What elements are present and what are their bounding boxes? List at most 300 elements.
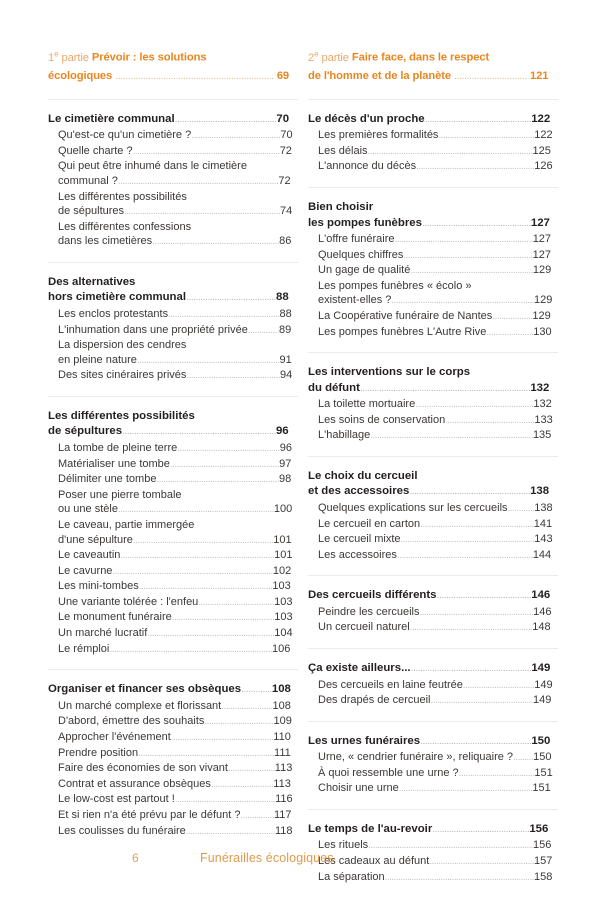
toc-page-number: 146 bbox=[533, 605, 552, 618]
toc-part-label bbox=[48, 49, 92, 64]
toc-entry[interactable] bbox=[48, 488, 298, 504]
toc-entry-text: Le cercueil mixte bbox=[318, 533, 401, 546]
toc-entry[interactable] bbox=[48, 457, 298, 473]
toc-part-ordinal-suffix: e bbox=[54, 49, 59, 58]
toc-section-title[interactable] bbox=[308, 381, 558, 397]
toc-page-number: 135 bbox=[532, 429, 552, 442]
toc-entry[interactable] bbox=[308, 517, 558, 533]
toc-page-number: 94 bbox=[279, 369, 293, 382]
leader-dots: ............ bbox=[507, 502, 535, 514]
leader-dots: ........................................ bbox=[445, 414, 535, 426]
toc-entry[interactable] bbox=[48, 626, 298, 642]
toc-entry-text: L'annonce du décès bbox=[318, 160, 417, 173]
toc-entry-text: Le caveau, partie immergée bbox=[58, 518, 195, 531]
toc-section-title[interactable] bbox=[48, 682, 298, 698]
toc-entry[interactable] bbox=[48, 777, 298, 793]
toc-page-number: 151 bbox=[534, 766, 553, 779]
toc-page-number: 158 bbox=[533, 870, 553, 883]
toc-entry[interactable] bbox=[308, 309, 558, 325]
toc-page-number: 138 bbox=[530, 485, 550, 498]
toc-entry-text: La toilette mortuaire bbox=[318, 398, 416, 411]
toc-page-number: 102 bbox=[272, 564, 292, 577]
toc-page-number: 141 bbox=[533, 517, 553, 530]
toc-entry-text: existent-elles ? bbox=[318, 294, 392, 307]
toc-entry[interactable] bbox=[48, 472, 298, 488]
running-title: Funérailles écologiques bbox=[200, 851, 334, 865]
toc-entry-text: À quoi ressemble une urne ? bbox=[318, 766, 459, 779]
toc-section-title-text: et des accessoires bbox=[308, 485, 410, 498]
toc-section bbox=[308, 575, 558, 636]
toc-section-title-text: Le choix du cercueil bbox=[308, 469, 418, 482]
toc-section bbox=[308, 809, 558, 885]
leader-dots: ...................................................................... bbox=[124, 206, 281, 218]
leader-dots: ............................................................ bbox=[400, 534, 535, 546]
toc-section-title-text: Les interventions sur le corps bbox=[308, 366, 471, 379]
toc-page-number: 106 bbox=[272, 642, 291, 655]
toc-entry-text: L'inhumation dans une propriété privée bbox=[58, 323, 248, 336]
toc-entry-text: Poser une pierre tombale bbox=[58, 488, 182, 501]
toc-section-title[interactable] bbox=[308, 484, 558, 500]
toc-entry-text: Urne, « cendrier funéraire », reliquaire ? bbox=[318, 751, 514, 764]
leader-dots: ........................................................................ bbox=[117, 176, 279, 188]
leader-dots: ...................................... bbox=[186, 291, 276, 304]
toc-page-number: 91 bbox=[279, 353, 292, 366]
toc-part-label-word: partie bbox=[61, 51, 89, 64]
toc-entry[interactable] bbox=[48, 714, 298, 730]
toc-section bbox=[48, 396, 298, 657]
toc-page-number: 129 bbox=[532, 309, 551, 322]
toc-entry[interactable] bbox=[308, 620, 558, 636]
toc-entry[interactable] bbox=[48, 792, 298, 808]
toc-entry-text: Quelques chiffres bbox=[318, 248, 404, 261]
toc-entry-text: D'abord, émettre des souhaits bbox=[58, 715, 205, 728]
toc-section-title-text: hors cimetière communal bbox=[48, 291, 187, 304]
toc-entry[interactable] bbox=[48, 144, 298, 160]
toc-section-title[interactable] bbox=[308, 822, 558, 838]
toc-entry[interactable] bbox=[308, 144, 558, 160]
toc-page-number: 148 bbox=[532, 621, 551, 634]
toc-entry[interactable] bbox=[308, 605, 558, 621]
toc-section-title[interactable] bbox=[308, 469, 558, 485]
toc-page-number: 144 bbox=[532, 548, 552, 561]
toc-entry[interactable] bbox=[48, 441, 298, 457]
leader-dots: ................................................... bbox=[410, 662, 532, 675]
toc-entry-text: Approcher l'événement bbox=[58, 730, 171, 743]
toc-entry-text: d'une sépulture bbox=[58, 533, 133, 546]
toc-page-number: 122 bbox=[534, 129, 553, 142]
toc-entry-text: Quelle charte ? bbox=[58, 144, 133, 157]
toc-section-title[interactable] bbox=[308, 588, 558, 604]
toc-section-title-text: Bien choisir bbox=[308, 201, 374, 214]
leader-dots: ..................................................... bbox=[416, 161, 535, 173]
toc-page-number: 127 bbox=[532, 248, 552, 261]
toc-entry-text: Les différentes confessions bbox=[58, 220, 192, 233]
toc-section bbox=[308, 352, 558, 444]
toc-section bbox=[308, 648, 558, 709]
toc-section bbox=[48, 262, 298, 384]
toc-entry-text: Les délais bbox=[318, 144, 368, 157]
toc-page-number: 133 bbox=[534, 413, 553, 426]
toc-entry[interactable] bbox=[48, 699, 298, 715]
toc-entry[interactable] bbox=[48, 595, 298, 611]
leader-dots: ......... bbox=[513, 752, 534, 764]
toc-page-number: 96 bbox=[275, 425, 289, 438]
toc-page-number: 89 bbox=[279, 323, 292, 336]
toc-section-title[interactable] bbox=[308, 365, 558, 381]
toc-page-number: 129 bbox=[534, 294, 553, 307]
toc-page-number: 74 bbox=[280, 205, 293, 218]
leader-dots: ..................... bbox=[486, 326, 534, 338]
toc-entry[interactable] bbox=[308, 248, 558, 264]
leader-dots: .................................................. bbox=[168, 308, 280, 320]
toc-entry-text: Les cadeaux au défunt bbox=[318, 855, 430, 868]
toc-entry[interactable] bbox=[308, 781, 558, 797]
toc-entry[interactable] bbox=[48, 234, 298, 250]
toc-entry[interactable] bbox=[308, 766, 558, 782]
toc-entry[interactable] bbox=[308, 413, 558, 429]
toc-entry-text: Qui peut être inhumé dans le cimetière bbox=[58, 160, 247, 173]
leader-dots: ................................................................ bbox=[136, 354, 280, 366]
toc-section bbox=[308, 456, 558, 563]
toc-page-number: 129 bbox=[532, 264, 552, 277]
toc-page-number: 118 bbox=[274, 824, 293, 837]
toc-section-title-text: les pompes funèbres bbox=[308, 216, 422, 229]
toc-page-number: 138 bbox=[534, 501, 553, 514]
toc-entry[interactable] bbox=[308, 325, 558, 341]
toc-entry-text: Un cercueil naturel bbox=[318, 621, 410, 634]
toc-page-number: 149 bbox=[533, 694, 552, 707]
toc-part-page-number: 69 bbox=[276, 70, 290, 83]
toc-entry[interactable] bbox=[48, 368, 298, 384]
toc-entry-text: de sépultures bbox=[58, 205, 125, 218]
leader-dots: .................................. bbox=[198, 596, 275, 608]
toc-entry[interactable] bbox=[48, 642, 298, 658]
toc-entry-text: Délimiter une tombe bbox=[58, 473, 157, 486]
toc-entry-text: Le cercueil en carton bbox=[318, 517, 421, 530]
toc-page-number: 104 bbox=[274, 627, 293, 640]
toc-entry-text: Les pompes funèbres « écolo » bbox=[318, 279, 472, 292]
toc-entry[interactable] bbox=[48, 518, 298, 534]
leader-dots: ....................................................... bbox=[409, 622, 533, 634]
toc-entry-text: dans les cimetières bbox=[58, 235, 153, 248]
toc-part-heading[interactable] bbox=[48, 45, 298, 86]
toc-page-number: 126 bbox=[534, 160, 553, 173]
toc-section-title[interactable] bbox=[308, 734, 558, 750]
toc-entry[interactable] bbox=[308, 279, 558, 295]
toc-page-number: 156 bbox=[529, 822, 549, 835]
toc-entry[interactable] bbox=[48, 204, 298, 220]
toc-entry-text: Les accessoires bbox=[318, 548, 397, 561]
toc-entry-text: Le rémploi bbox=[58, 642, 110, 655]
toc-page-number: 117 bbox=[273, 808, 292, 821]
toc-page-number: 116 bbox=[275, 793, 293, 806]
toc-entry-text: Matérialiser une tombe bbox=[58, 457, 170, 470]
leader-dots: ............................ bbox=[210, 778, 274, 790]
toc-section bbox=[308, 99, 558, 175]
toc-entry[interactable] bbox=[48, 548, 298, 564]
toc-columns bbox=[48, 45, 558, 897]
toc-section-title-text: de sépultures bbox=[48, 425, 123, 438]
toc-section-title[interactable] bbox=[308, 661, 558, 677]
toc-section-title-text: Le temps de l'au-revoir bbox=[308, 822, 433, 835]
toc-page-number: 150 bbox=[531, 734, 551, 747]
toc-entry-text: Choisir une urne bbox=[318, 782, 399, 795]
leader-dots: ..................... bbox=[227, 763, 275, 775]
toc-entry-text: Les pompes funèbres L'Autre Rive bbox=[318, 325, 487, 338]
leader-dots: ................................................... bbox=[419, 606, 534, 618]
toc-page-number: 111 bbox=[274, 746, 291, 759]
leader-dots: .............................................. bbox=[177, 442, 280, 454]
toc-entry-text: Les différentes possibilités bbox=[58, 190, 187, 203]
toc-section-title[interactable] bbox=[308, 200, 558, 216]
toc-entry[interactable] bbox=[308, 428, 558, 444]
toc-page-number: 72 bbox=[279, 144, 292, 157]
toc-section-title[interactable] bbox=[48, 424, 298, 440]
toc-part-ordinal: 2 bbox=[308, 51, 315, 64]
toc-page-number: 113 bbox=[273, 777, 291, 790]
toc-entry-text: Des cercueils en laine feutrée bbox=[318, 678, 463, 691]
toc-entry-text: Le monument funéraire bbox=[58, 611, 172, 624]
toc-entry[interactable] bbox=[48, 824, 298, 840]
toc-entry[interactable] bbox=[48, 220, 298, 236]
toc-entry[interactable] bbox=[308, 678, 558, 694]
toc-entry-text: La tombe de pleine terre bbox=[58, 441, 178, 454]
toc-section-title[interactable] bbox=[308, 112, 558, 128]
toc-entry-text: Et si rien n'a été prévu par le défunt ? bbox=[58, 808, 241, 821]
leader-dots: ................................................................. bbox=[122, 425, 276, 438]
toc-entry-text: Un gage de qualité bbox=[318, 264, 411, 277]
toc-part-title-line: Prévoir : les solutions bbox=[91, 51, 207, 64]
toc-entry[interactable] bbox=[48, 323, 298, 339]
toc-page-number: 130 bbox=[533, 325, 552, 338]
toc-page-number: 108 bbox=[272, 699, 291, 712]
toc-section bbox=[48, 669, 298, 839]
leader-dots: ............... bbox=[240, 809, 274, 821]
toc-entry-text: La dispersion des cendres bbox=[58, 339, 187, 352]
toc-entry-text: Le low-cost est partout ! bbox=[58, 793, 175, 806]
leader-dots: ....................................................... bbox=[156, 474, 279, 486]
toc-page-number: 127 bbox=[532, 233, 552, 246]
leader-dots: ............................................................ bbox=[398, 783, 533, 795]
folio-number: 6 bbox=[132, 851, 139, 865]
toc-entry-text: communal ? bbox=[58, 175, 118, 188]
toc-entry[interactable] bbox=[48, 579, 298, 595]
toc-entry[interactable] bbox=[308, 159, 558, 175]
toc-section-title[interactable] bbox=[48, 275, 298, 291]
leader-dots: ............................................................. bbox=[138, 747, 275, 759]
toc-entry-text: Les mini-tombes bbox=[58, 580, 139, 593]
toc-section-title[interactable] bbox=[48, 290, 298, 306]
toc-page-number: 113 bbox=[274, 762, 293, 775]
toc-entry[interactable] bbox=[48, 307, 298, 323]
toc-section-title[interactable] bbox=[48, 409, 298, 425]
toc-entry-text: Les premières formalités bbox=[318, 129, 439, 142]
toc-entry[interactable] bbox=[308, 263, 558, 279]
toc-page-number: 103 bbox=[272, 580, 291, 593]
toc-section-title-text: Le cimetière communal bbox=[48, 112, 175, 125]
toc-section-title-text: Les urnes funéraires bbox=[308, 734, 421, 747]
toc-part-title-line: Faire face, dans le respect bbox=[351, 51, 490, 64]
toc-entry-text: Des drapés de cercueil bbox=[318, 694, 431, 707]
toc-entry-text: Le cavurne bbox=[58, 564, 113, 577]
toc-entry-text: Les coulisses du funéraire bbox=[58, 824, 186, 837]
leader-dots: .......................................................................... bbox=[368, 840, 534, 852]
leader-dots: ........................................... bbox=[438, 130, 535, 142]
leader-dots: .......................................................... bbox=[403, 249, 533, 261]
toc-page-number: 98 bbox=[279, 473, 292, 486]
toc-entry[interactable] bbox=[308, 532, 558, 548]
toc-entry-text: L'offre funéraire bbox=[318, 233, 395, 246]
toc-entry[interactable] bbox=[48, 174, 298, 190]
toc-section bbox=[308, 187, 558, 340]
toc-page-number: 149 bbox=[531, 662, 551, 675]
leader-dots: ................................................. bbox=[169, 458, 280, 470]
leader-dots: ................................................................ bbox=[391, 295, 534, 307]
leader-dots: ................................................................... bbox=[384, 871, 534, 883]
leader-dots: ................................ bbox=[462, 679, 535, 691]
toc-section-title[interactable] bbox=[48, 112, 298, 128]
toc-entry[interactable] bbox=[308, 870, 558, 886]
leader-dots: .............................................................. bbox=[394, 234, 533, 246]
leader-dots: ............................................................. bbox=[396, 549, 533, 561]
toc-entry-text: La séparation bbox=[318, 870, 385, 883]
toc-page-number: 101 bbox=[273, 533, 292, 546]
toc-entry[interactable] bbox=[48, 353, 298, 369]
toc-page-number: 122 bbox=[531, 112, 551, 125]
toc-page-number: 109 bbox=[273, 715, 292, 728]
toc-entry-text: Contrat et assurance obsèques bbox=[58, 777, 211, 790]
toc-section-title-text: Ça existe ailleurs... bbox=[308, 662, 411, 675]
toc-section-title-text: Le décès d'un proche bbox=[308, 112, 425, 125]
leader-dots: .................................. bbox=[458, 767, 535, 779]
leader-dots: ........................................................................ bbox=[112, 565, 273, 577]
toc-part-ordinal-suffix: e bbox=[314, 49, 319, 58]
toc-part-ordinal: 1 bbox=[48, 51, 55, 64]
leader-dots: ........................................ bbox=[436, 589, 532, 602]
leader-dots: .............. bbox=[247, 324, 280, 336]
toc-entry-text: La Coopérative funéraire de Nantes bbox=[318, 309, 493, 322]
toc-entry-text: Peindre les cercueils bbox=[318, 605, 420, 618]
toc-page-number: 70 bbox=[276, 112, 290, 125]
toc-entry-text: Une variante tolérée : l'enfeu bbox=[58, 595, 199, 608]
leader-dots: .......................................... bbox=[186, 370, 280, 382]
toc-entry-text: Faire des économies de son vivant bbox=[58, 762, 228, 775]
toc-entry[interactable] bbox=[308, 750, 558, 766]
toc-section-title[interactable] bbox=[308, 216, 558, 232]
toc-entry-text: en pleine nature bbox=[58, 353, 137, 366]
toc-page-number: 143 bbox=[534, 533, 553, 546]
leader-dots: ............. bbox=[241, 683, 272, 696]
toc-entry[interactable] bbox=[308, 397, 558, 413]
leader-dots: ................................................... bbox=[409, 485, 531, 498]
toc-entry[interactable] bbox=[48, 730, 298, 746]
leader-dots: ..................................................................... bbox=[120, 550, 275, 562]
toc-page-number: 103 bbox=[274, 611, 293, 624]
leader-dots: ....................... bbox=[221, 700, 273, 712]
toc-entry[interactable] bbox=[308, 501, 558, 517]
toc-entry[interactable] bbox=[48, 808, 298, 824]
toc-part-heading[interactable] bbox=[308, 45, 558, 86]
toc-page-number: 132 bbox=[530, 381, 550, 394]
toc-column-left bbox=[48, 45, 298, 851]
toc-page-number: 101 bbox=[274, 549, 293, 562]
toc-part-title-line: écologiques bbox=[48, 70, 113, 83]
toc-entry[interactable] bbox=[48, 502, 298, 518]
toc-part-page-number: 121 bbox=[530, 70, 549, 83]
leader-dots: ............................................... bbox=[420, 734, 532, 747]
toc-page-number: 127 bbox=[530, 216, 550, 229]
toc-page-number: 110 bbox=[273, 730, 291, 743]
leader-dots: ............................................. bbox=[424, 112, 532, 125]
toc-entry[interactable] bbox=[48, 159, 298, 175]
leader-dots: .......................................................................... bbox=[367, 145, 533, 157]
toc-entry[interactable] bbox=[48, 564, 298, 580]
toc-page-number: 151 bbox=[532, 782, 551, 795]
toc-entry[interactable] bbox=[48, 190, 298, 206]
toc-entry-text: Des sites cinéraires privés bbox=[58, 369, 187, 382]
leader-dots: ............................................... bbox=[429, 856, 535, 868]
leader-dots: .............................................. bbox=[421, 216, 531, 229]
leader-dots: ..................................................... bbox=[415, 399, 534, 411]
toc-entry-text: Quelques explications sur les cercueils bbox=[318, 501, 508, 514]
leader-dots: .................. bbox=[492, 310, 533, 322]
leader-dots: ......................................................... bbox=[152, 236, 280, 248]
leader-dots: ............................................................... bbox=[115, 70, 274, 83]
toc-entry[interactable] bbox=[48, 610, 298, 626]
leader-dots: .............................................. bbox=[171, 612, 275, 624]
toc-entry[interactable] bbox=[308, 232, 558, 248]
leader-dots: ......................................................................... bbox=[109, 643, 273, 655]
toc-entry[interactable] bbox=[308, 693, 558, 709]
toc-entry[interactable] bbox=[48, 128, 298, 144]
toc-entry-text: ou une stèle bbox=[58, 503, 118, 516]
toc-page-number: 125 bbox=[532, 144, 551, 157]
toc-section-title-text: Des alternatives bbox=[48, 275, 136, 288]
toc-section-title-text: Des cercueils différents bbox=[308, 589, 437, 602]
toc-entry-text: Les soins de conservation bbox=[318, 413, 446, 426]
leader-dots: .................................................................. bbox=[132, 145, 280, 157]
toc-entry-text: Le caveautin bbox=[58, 549, 121, 562]
toc-entry[interactable] bbox=[48, 533, 298, 549]
toc-part-label-word: partie bbox=[321, 51, 349, 64]
toc-page-number: 108 bbox=[271, 683, 291, 696]
toc-entry[interactable] bbox=[48, 761, 298, 777]
leader-dots: .............................................. bbox=[430, 695, 534, 707]
leader-dots: ............................................................... bbox=[132, 534, 274, 546]
toc-entry[interactable] bbox=[48, 746, 298, 762]
toc-page-number: 88 bbox=[279, 307, 292, 320]
toc-entry[interactable] bbox=[308, 548, 558, 564]
toc-entry-text: Les enclos protestants bbox=[58, 307, 169, 320]
leader-dots: ......................................................................... bbox=[370, 430, 533, 442]
toc-entry[interactable] bbox=[48, 338, 298, 354]
toc-entry-text: Un marché complexe et florissant bbox=[58, 699, 222, 712]
leader-dots: ........................................ bbox=[185, 825, 275, 837]
leader-dots: ........................................................................ bbox=[359, 381, 531, 394]
toc-entry-text: L'habillage bbox=[318, 429, 371, 442]
toc-page-number: 70 bbox=[280, 129, 293, 142]
toc-entry[interactable] bbox=[308, 293, 558, 309]
toc-page-number: 146 bbox=[531, 589, 551, 602]
leader-dots: ....................................................... bbox=[410, 265, 533, 277]
leader-dots: ............................................. bbox=[174, 794, 276, 806]
leader-dots: ............................... bbox=[204, 716, 274, 728]
toc-section-title-text: du défunt bbox=[308, 381, 360, 394]
toc-entry[interactable] bbox=[308, 128, 558, 144]
toc-section bbox=[48, 99, 298, 250]
toc-page-number: 157 bbox=[534, 855, 553, 868]
leader-dots: ......................................... bbox=[432, 822, 530, 835]
